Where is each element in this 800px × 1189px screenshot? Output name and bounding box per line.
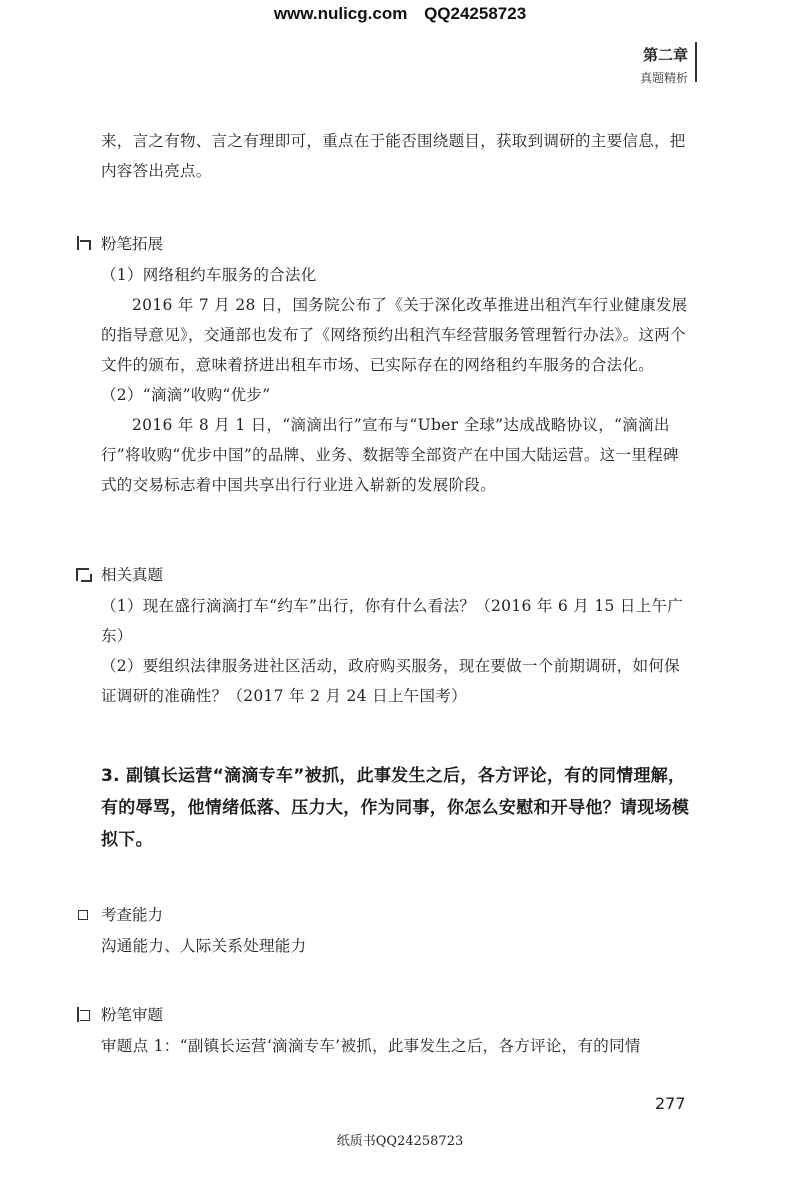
question-text: 3. 副镇长运营“滴滴专车”被抓，此事发生之后，各方评论，有的同情理解，有的辱骂，他情绪低落、压力大，作为同事，你怎么安慰和开导他？请现场模拟下。	[101, 766, 690, 850]
review-heading	[75, 1003, 163, 1025]
extension-content	[101, 260, 691, 500]
extension-item-1: （1）网络租约车服务的合法化	[101, 266, 317, 284]
related-item-1: （1）现在盛行滴滴打车“约车”出行，你有什么看法？（2016 年 6 月 15 日上午广东）	[101, 597, 684, 645]
intro-paragraph	[101, 126, 691, 186]
watermark-top	[0, 4, 800, 24]
chapter-header	[640, 44, 688, 86]
watermark-qq: QQ24258723	[424, 4, 527, 23]
square-icon	[75, 906, 91, 922]
extension-item-3: （2）“滴滴”收购“优步”	[101, 386, 271, 404]
ability-title: 考查能力	[101, 906, 164, 924]
related-item-2: （2）要组织法律服务进社区活动，政府购买服务，现在要做一个前期调研，如何保证调研的准确性？（2017 年 2 月 24 日上午国考）	[101, 657, 680, 705]
review-text: 审题点 1：“副镇长运营‘滴滴专车’被抓，此事发生之后，各方评论，有的同情	[101, 1037, 641, 1055]
extension-item-2: 2016 年 7 月 28 日，国务院公布了《关于深化改革推进出租汽车行业健康发展的指导意见》，交通部也发布了《网络预约出租汽车经营服务管理暂行办法》。这两个文件的颁布，意味着挤进出租车市场、已实际存在的网络租约车服务的合法化。	[101, 296, 688, 374]
watermark-site: www.nulicg.com	[273, 4, 408, 23]
ability-text: 沟通能力、人际关系处理能力	[101, 937, 307, 955]
ability-heading	[75, 903, 163, 925]
extension-heading	[75, 232, 163, 254]
review-content	[101, 1031, 691, 1061]
doc-icon	[75, 566, 91, 582]
related-heading	[75, 563, 163, 585]
question-block	[101, 760, 693, 856]
chapter-divider	[695, 42, 697, 82]
pen-icon	[75, 235, 91, 251]
chapter-subtitle: 真题精析	[639, 71, 688, 85]
review-title: 粉笔审题	[101, 1006, 164, 1024]
flag-icon	[75, 1006, 91, 1022]
extension-item-4: 2016 年 8 月 1 日，“滴滴出行”宣布与“Uber 全球”达成战略协议，“滴滴出行”将收购“优步中国”的品牌、业务、数据等全部资产在中国大陆运营。这一里程碑式的交易标志着中国共享出行行业进入崭新的发展阶段。	[101, 416, 679, 494]
chapter-title: 第二章	[642, 46, 688, 64]
related-title: 相关真题	[101, 566, 164, 584]
intro-text: 来，言之有物、言之有理即可，重点在于能否围绕题目，获取到调研的主要信息，把内容答出亮点。	[101, 132, 686, 180]
related-content	[101, 591, 691, 711]
page-number: 277	[655, 1094, 686, 1113]
ability-content	[101, 931, 691, 961]
extension-title: 粉笔拓展	[101, 235, 164, 253]
watermark-bottom: 纸质书QQ24258723	[336, 1134, 464, 1149]
